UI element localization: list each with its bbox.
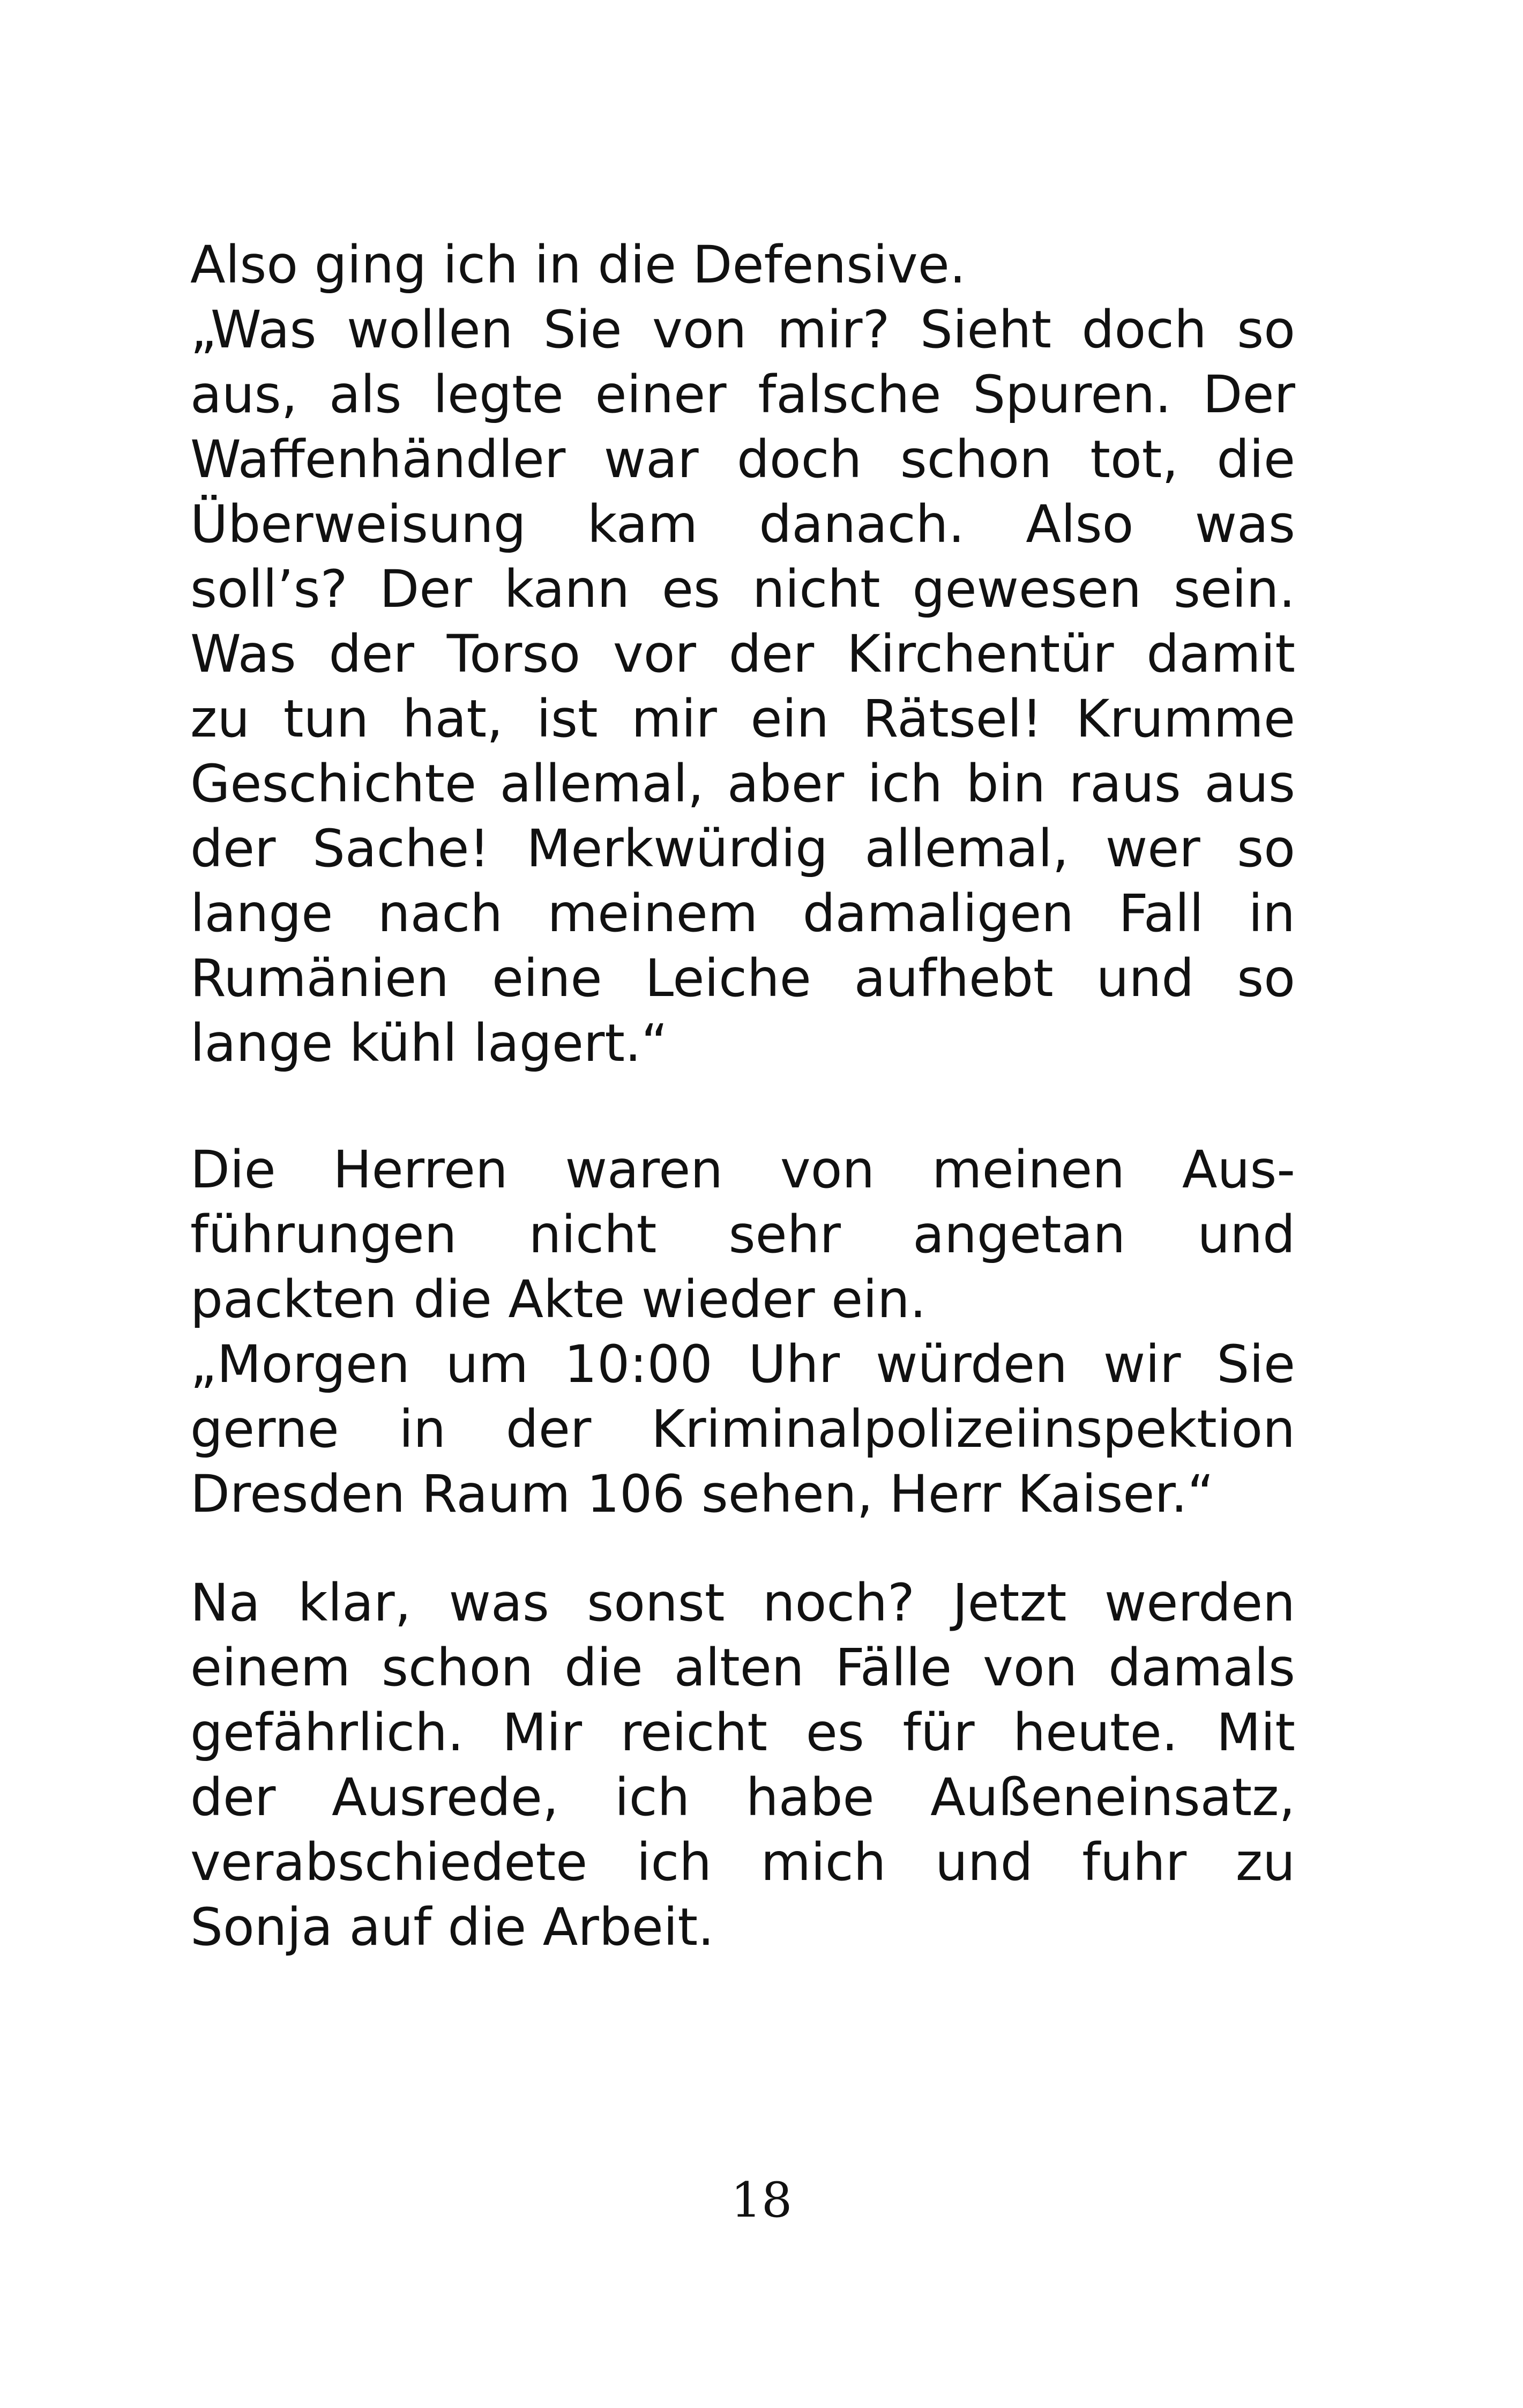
text-line: der Sache! Merkwürdig allemal, wer so: [190, 819, 1295, 879]
paragraph-3: [190, 1571, 1295, 1960]
text-line: aus, als legte einer falsche Spuren. Der: [190, 365, 1295, 425]
text-line: verabschiedete ich mich und fuhr zu: [190, 1832, 1295, 1892]
text-line: „Morgen um 10:00 Uhr würden wir Sie: [190, 1334, 1295, 1394]
text-line: lange nach meinem damaligen Fall in: [190, 883, 1295, 943]
text-line: Die Herren waren von meinen Aus-: [190, 1140, 1295, 1200]
text-line: Sonja auf die Arbeit.: [190, 1897, 714, 1957]
text-line: lange kühl lagert.“: [190, 1013, 668, 1073]
text-line: Rumänien eine Leiche aufhebt und so: [190, 948, 1295, 1008]
text-line: zu tun hat, ist mir ein Rätsel! Krumme: [190, 689, 1295, 749]
text-line: Dresden Raum 106 sehen, Herr Kaiser.“: [190, 1464, 1214, 1524]
text-line: Überweisung kam danach. Also was: [190, 494, 1295, 554]
text-line: Na klar, was sonst noch? Jetzt werden: [190, 1573, 1295, 1633]
text-line: Geschichte allemal, aber ich bin raus aus: [190, 754, 1295, 814]
text-line: Waffenhändler war doch schon tot, die: [190, 429, 1295, 489]
text-line: einem schon die alten Fälle von damals: [190, 1638, 1295, 1698]
text-line: gefährlich. Mir reicht es für heute. Mit: [190, 1703, 1295, 1763]
text-line: der Ausrede, ich habe Außeneinsatz,: [190, 1767, 1295, 1827]
text-line: packten die Akte wieder ein.: [190, 1269, 927, 1329]
text-line: Was der Torso vor der Kirchentür damit: [190, 624, 1295, 684]
paragraph-2: [190, 1138, 1295, 1527]
text-line: gerne in der Kriminalpolizeiinspektion: [190, 1399, 1295, 1459]
text-line: führungen nicht sehr angetan und: [190, 1205, 1295, 1265]
page-number: 18: [730, 2172, 793, 2228]
text-line: soll’s? Der kann es nicht gewesen sein.: [190, 559, 1295, 619]
paragraph-1: [190, 233, 1295, 1076]
text-line: „Was wollen Sie von mir? Sieht doch so: [190, 300, 1295, 360]
text-line: Also ging ich in die Defensive.: [190, 235, 966, 295]
